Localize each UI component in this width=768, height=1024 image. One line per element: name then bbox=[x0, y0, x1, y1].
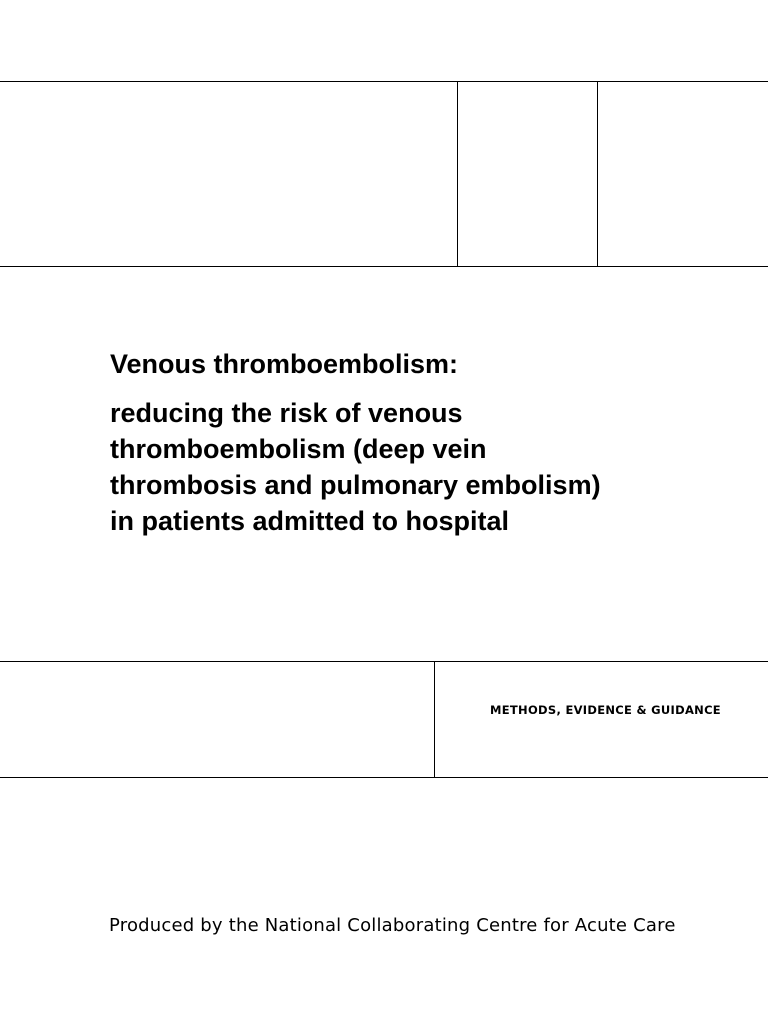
subtitle-line: in patients admitted to hospital bbox=[110, 506, 510, 536]
section-label: METHODS, EVIDENCE & GUIDANCE bbox=[490, 703, 721, 717]
document-title-block bbox=[110, 346, 730, 539]
document-subtitle bbox=[110, 395, 730, 539]
document-title: Venous thromboembolism: bbox=[110, 349, 459, 379]
subtitle-line: reducing the risk of venous bbox=[110, 398, 463, 428]
top-band-top-rule bbox=[0, 81, 768, 82]
section-band-divider bbox=[434, 661, 435, 778]
subtitle-line: thromboembolism (deep vein bbox=[110, 434, 487, 464]
section-band bbox=[0, 661, 768, 778]
top-band-divider-right bbox=[597, 81, 598, 267]
subtitle-line: thrombosis and pulmonary embolism) bbox=[110, 470, 601, 500]
top-band-divider-left bbox=[457, 81, 458, 267]
producer-credit: Produced by the National Collaborating Centre for Acute Care bbox=[109, 915, 676, 936]
top-band-bottom-rule bbox=[0, 266, 768, 267]
section-band-top-rule bbox=[0, 661, 768, 662]
section-band-bottom-rule bbox=[0, 777, 768, 778]
top-header-band bbox=[0, 81, 768, 267]
